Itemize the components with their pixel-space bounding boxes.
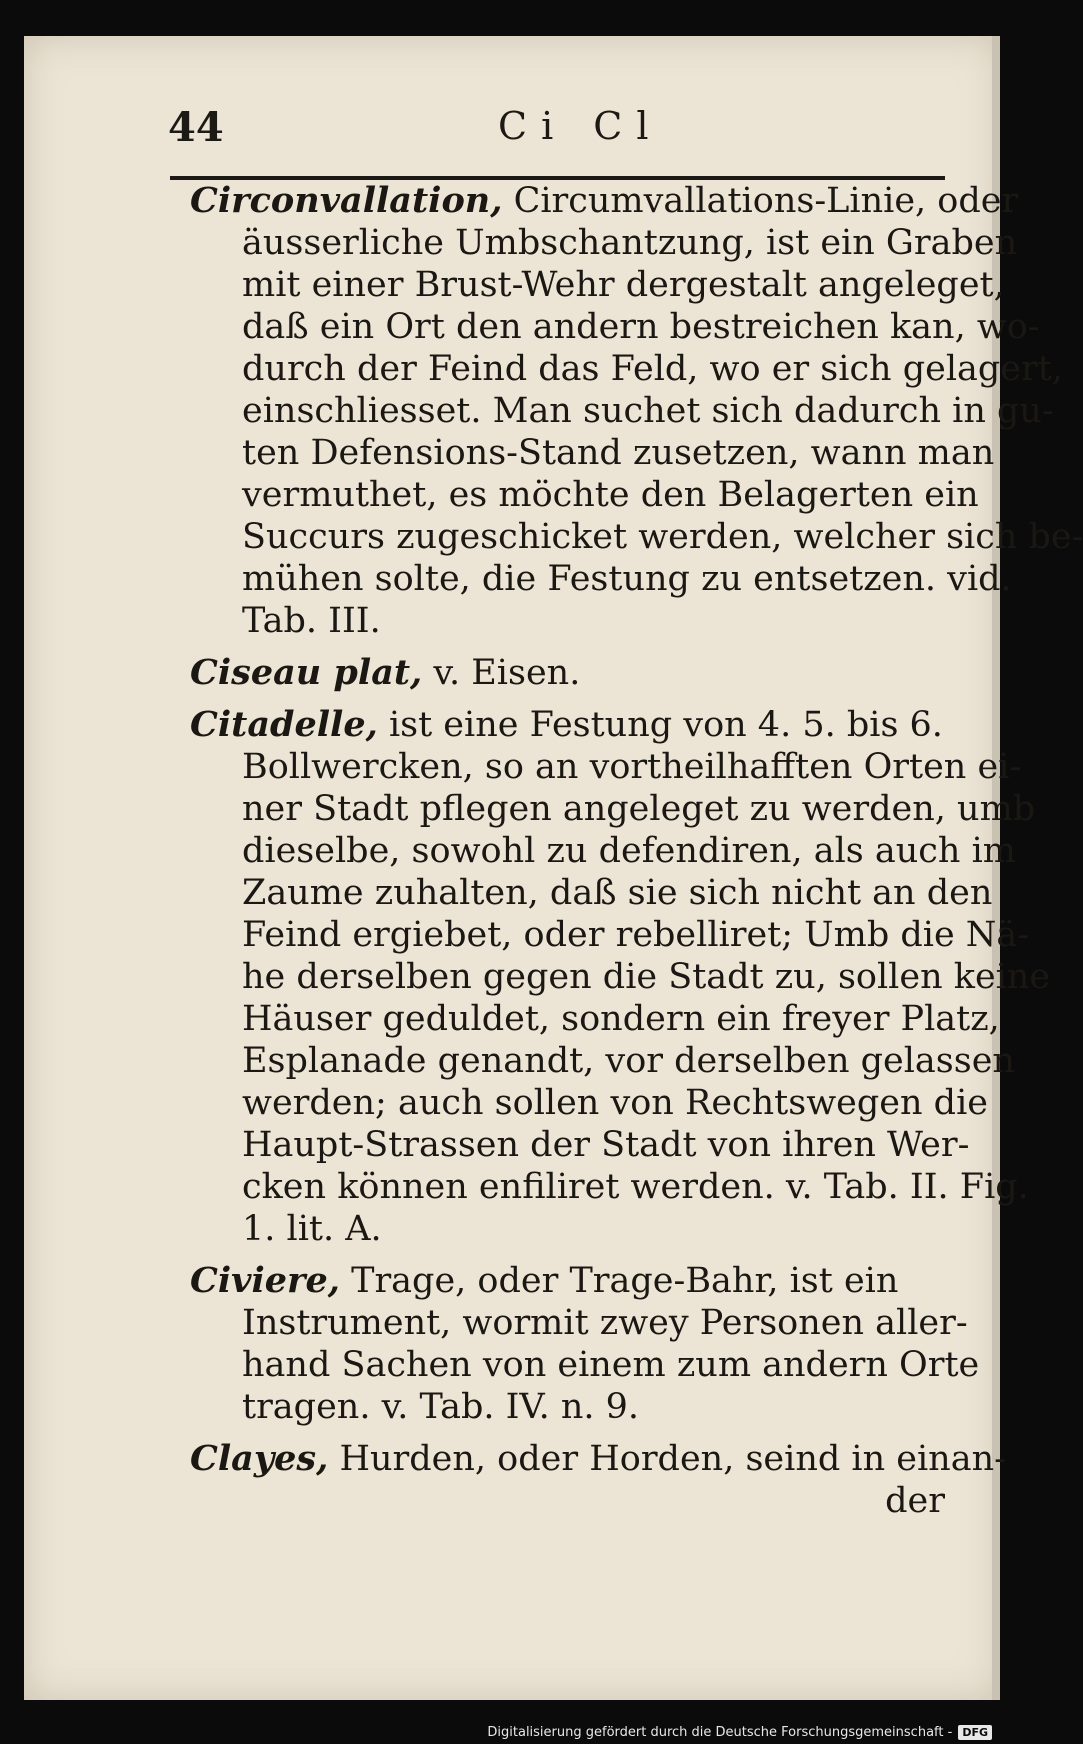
entry-line [190,1438,1006,1480]
running-head: Ci Cl [498,104,663,148]
entry-line: Zaume zuhalten, daß sie sich nicht an den [242,873,993,913]
entry-line: werden; auch sollen von Rechtswegen die [242,1083,988,1123]
entry-line: tragen. v. Tab. IV. n. 9. [242,1387,640,1427]
page-number: 44 [168,104,224,151]
entry-text: v. Eisen. [433,653,581,693]
entry-line: durch der Feind das Feld, wo er sich gelagert, [242,349,1063,389]
dictionary-text [190,180,1083,1522]
entry-text: Trage, oder Trage-Bahr, ist ein [351,1261,899,1301]
entry-line: dieselbe, sowohl zu defendiren, als auch im [242,831,1016,871]
entry-text: ist eine Festung von 4. 5. bis 6. [388,705,943,745]
catchword: der [885,1481,945,1521]
entry-line: Häuser geduldet, sondern ein freyer Platz, [242,999,1000,1039]
entry-line [190,180,1019,222]
entry-line [190,704,955,746]
page-header [168,92,948,152]
entry-line: Esplanade genandt, vor derselben gelassen [242,1041,1015,1081]
entry-line: mit einer Brust-Wehr dergestalt angeleget, [242,265,1005,305]
entry-line: 1. lit. A. [242,1209,382,1249]
digitization-footer [487,1725,992,1740]
entry-line: Haupt-Strassen der Stadt von ihren Wer- [242,1125,970,1165]
entry-line: he derselben gegen die Stadt zu, sollen keine [242,957,1051,997]
entry-line: Bollwercken, so an vortheilhafften Orten ei- [242,747,1022,787]
entry-line: vermuthet, es möchte den Belagerten ein [242,475,979,515]
entry-term: Ciseau plat, [190,652,423,693]
entry-line: hand Sachen von einem zum andern Orte [242,1345,980,1385]
entry-line: einschliesset. Man suchet sich dadurch in gu- [242,391,1054,431]
dfg-logo-icon: DFG [958,1725,992,1740]
entry-term: Circonvallation, [190,180,503,221]
entry-line: daß ein Ort den andern bestreichen kan, wo- [242,307,1040,347]
entry-line: Tab. III. [242,601,381,641]
entry-term: Clayes, [190,1438,329,1479]
entry-line: ner Stadt pflegen angeleget zu werden, umb [242,789,1036,829]
entry-line: mühen solte, die Festung zu entsetzen. vid. [242,559,1012,599]
entry-term: Civiere, [190,1260,340,1301]
entry-line: Instrument, wormit zwey Personen aller- [242,1303,968,1343]
entry-line: Succurs zugeschicket werden, welcher sich be- [242,517,1083,557]
entry-text: Hurden, oder Horden, seind in einan- [339,1439,1006,1479]
entry-line: cken können enfiliret werden. v. Tab. II. Fig. [242,1167,1029,1207]
entry-line [190,652,955,694]
entry-term: Citadelle, [190,704,378,745]
entry-text: Circumvallations-Linie, oder [513,181,1019,221]
entry-line: äusserliche Umbschantzung, ist ein Graben [242,223,1018,263]
entry-line: Feind ergiebet, oder rebelliret; Umb die Nä- [242,915,1030,955]
footer-text: Digitalisierung gefördert durch die Deutsche Forschungsgemeinschaft - [487,1725,953,1740]
entry-line: ten Defensions-Stand zusetzen, wann man [242,433,995,473]
entry-line [190,1260,955,1302]
